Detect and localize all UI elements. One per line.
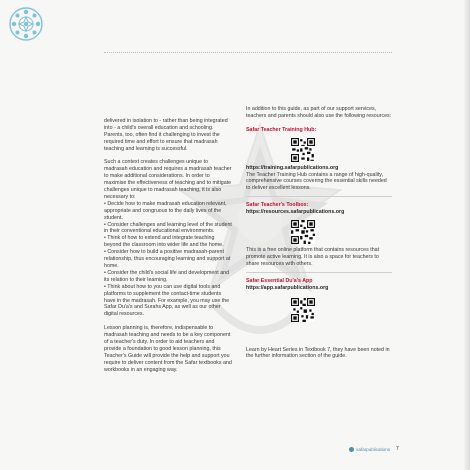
header-dotted-rule: [104, 52, 392, 53]
bullet-item: • Consider the child's social life and development and its relation to their learning.: [104, 269, 230, 283]
paragraph-intro: delivered in isolation to - rather than being integrated into - a child's overall education and schooling. Parents, too, often find it challenging to invest the required time and effort to ensure that madrasah teaching and learning is successful.: [104, 118, 228, 152]
qr-code-icon[interactable]: [291, 138, 315, 162]
bullet-item: • Think about how to you can use digital tools and platforms to supplement the contact-time students have in the madrasah. For example, you may use the Safar Du'a's and Surahs App, as well as our other digital resources.: [104, 283, 230, 318]
hub-title: Safar Teacher Training Hub:: [246, 126, 317, 133]
paragraph-lesson-planning: Lesson planning is, therefore, indispensable to madrasah teaching and needs to be a key component of a teacher's duty. In order to aid teachers and provide a foundation to good lesson planning, this Teacher's Guide will provide the help and support you require to deliver content from the Safar textbooks and workbooks in an engaging way.: [104, 325, 232, 373]
brand-name: safarpublications: [356, 447, 390, 452]
toolbox-title: Safar Teacher's Toolbox:: [246, 202, 309, 209]
brand-mark-icon: [349, 447, 354, 452]
qr-code-icon[interactable]: [291, 298, 315, 322]
page-edge-shadow: [464, 0, 470, 470]
safar-logo-icon: [8, 6, 44, 42]
bullet-item: • Consider how to build a positive madrasah-parent relationship, thus encouraging learning and support at home.: [104, 249, 231, 270]
spacer: [246, 325, 392, 347]
context-lead: Such a context creates challenges unique to madrasah education and requires a madrasah teacher to make additional considerations. In order to maximise the effectiveness of teaching and to mitigate challenges unique to madrasah teaching, it is also necessary to:: [104, 159, 232, 200]
closing-text: Learn by Heart Series in Textbook 7, they have been noted in the further information section of the guide.: [246, 346, 390, 360]
bullet-item: • Consider challenges and learning level of the student in their conventional educational environments.: [104, 221, 232, 235]
divider: [246, 196, 392, 197]
paragraph-context: [104, 159, 232, 318]
hub-url-link[interactable]: https://training.safarpublications.org: [246, 164, 339, 171]
page-number: 7: [396, 446, 399, 452]
left-column: [104, 118, 232, 380]
toolbox-description: This is a free online platform that contains resources that promote active learning. It is also a space for teachers to share resources with others.: [246, 247, 380, 267]
bullet-item: • Think of how to extend and integrate teaching beyond the classroom into wider life and the home.: [104, 235, 224, 249]
bullet-item: • Decide how to make madrasah education relevant, appropriate and congruous to the daily lives of the student.: [104, 200, 227, 221]
app-title: Safar Essential Du'a's App: [246, 277, 313, 284]
divider: [246, 272, 392, 273]
resources-intro: In addition to this guide, as part of our support services, teachers and parents should also use the following resources:: [246, 106, 392, 119]
right-column: [246, 106, 392, 360]
footer-brand: [349, 447, 390, 452]
hub-description: The Teacher Training Hub contains a range of high-quality, comprehensive courses covering the essential skills needed to deliver excellent lessons.: [246, 171, 387, 192]
app-url-link[interactable]: https://app.safarpublications.org: [246, 284, 329, 291]
toolbox-url-link[interactable]: https://resources.safarpublications.org: [246, 209, 345, 216]
qr-code-icon[interactable]: [291, 220, 315, 244]
